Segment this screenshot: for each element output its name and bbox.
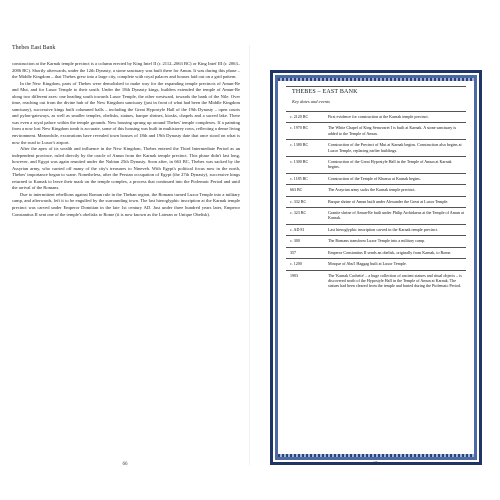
timeline-date: c. 300 (290, 238, 300, 244)
running-head: Thebes East Bank (12, 45, 56, 51)
paragraph-3: After the apex of its wealth and influence in the New Kingdom, Thebes entered the Third Intermediate Period as an independent province, ruled directly by the oracle of Amun from the Karnak temple precinct. This phase didn't last long, however, and Egypt was again reunited under the Nubian 25th Dynasty. Soon after, in 663 BC, Thebes was sacked by the Assyrian army, who carried off many of the city's treasures to Nineveh. With Egypt's political focus now in the north, Thebes' importance began to wane. Nonetheless, after the Persian occupation of Egypt (the 27th Dynasty), successive kings returned to Karnak to leave their mark on the temple complex, a process that continued into the Ptolemaic Period and until the arrival of the Romans. (12, 146, 240, 191)
timeline-date: c. 1300 BC (290, 159, 309, 165)
panel-content (282, 83, 470, 452)
timeline-event: The Assyrian army sacks the Karnak temple precinct. (328, 187, 416, 193)
timeline-date: c. 332 BC (290, 198, 307, 204)
timeline-event: Granite shrine of Amun-Re built under Philip Arrhidaeus at the Temple of Amun at Karnak. (328, 210, 464, 221)
timeline-event: Mosque of Abu'l Haggag built at Luxor Temple. (328, 261, 407, 267)
timeline-row (286, 247, 466, 258)
timeline-date: c. 1380 BC (290, 142, 309, 148)
timeline-event: Emperor Constantius II sends an obelisk, originally from Karnak, to Rome. (328, 249, 452, 255)
timeline-date: c. 1200 (290, 261, 302, 267)
right-page (250, 45, 500, 475)
timeline-date: c. AD 81 (290, 226, 305, 232)
timeline-date: c. 323 BC (290, 210, 307, 216)
timeline-event: The Romans transform Luxor Temple into a military camp. (328, 238, 426, 244)
timeline-row (286, 122, 466, 139)
timeline-row (286, 224, 466, 235)
timeline-table (286, 111, 466, 292)
timeline-event: The White Chapel of King Senwosret I is built at Karnak. A stone sanctuary is added to the Temple of Amun. (328, 125, 457, 136)
timeline-event: Construction of the Precinct of Mut at Karnak begins. Construction also begins at Luxor Temple, replacing earlier buildings. (328, 142, 462, 153)
timeline-event: Construction of the Temple of Khonsu at Karnak begins. (328, 175, 421, 181)
panel-subtitle: Key dates and events (292, 99, 330, 104)
decorative-border (275, 75, 477, 460)
page-number-right: 67 (372, 462, 378, 467)
timeline-event: Last hieroglyphic inscription carved in the Karnak temple precinct. (328, 226, 438, 232)
timeline-event: The 'Karnak Cachette' – a huge collection of ancient statues and ritual objects – is discovered north of the Hypostyle Hall in the Temple of Amun at Karnak. The statues had been cleared from the temple and buried during the Ptolemaic Period. (328, 272, 462, 289)
timeline-date: c. 2120 BC (290, 114, 309, 119)
page-number-left: 66 (122, 462, 128, 467)
timeline-row (286, 173, 466, 184)
panel-top-rule (286, 86, 466, 87)
timeline-event: Barque shrine of Amun built under Alexander the Great at Luxor Temple. (328, 198, 449, 204)
timeline-row (286, 184, 466, 195)
timeline-date: c. 1970 BC (290, 125, 309, 131)
timeline-date: 1903 (290, 272, 298, 278)
timeline-event: Construction of the Great Hypostyle Hall in the Temple of Amun at Karnak begins. (328, 159, 452, 170)
timeline-row (286, 258, 466, 269)
timeline-row (286, 196, 466, 207)
timeline-event: First evidence for construction at the Karnak temple precinct. (328, 114, 429, 119)
timeline-row (286, 139, 466, 156)
timeline-date: 663 BC (290, 187, 303, 193)
timeline-row (286, 156, 466, 173)
body-text (12, 61, 240, 218)
timeline-row (286, 235, 466, 246)
panel-title: THEBES – EAST BANK (292, 89, 358, 95)
paragraph-2: In the New Kingdom, parts of Thebes were demolished to make way for the expanding temple precincts of Amun-Re and Mut, and for Luxor Temple to their south. Under the 18th Dynasty kings, builders extended the temple of Amun-Re along two different axes: one heading south towards Luxor Temple, the other westward, towards the bank of the Nile. Over time, reaching out from the divine hub of the New Kingdom sanctuary (just in front of what had been the Middle Kingdom sanctuary), successive kings built columned halls – including the Great Hypostyle Hall of the 19th Dynasty – open courts and pylon-gateways, as well as smaller temples, obelisks, statues, barque shrines, kiosks, chapels and a sacred lake. There was even a royal palace within the temple grounds. New housing sprung up around Thebes' temple complexes. If a painting from a now lost New Kingdom tomb is accurate, some of this housing was built in multistorey rows, reflecting a dense living environment. Meanwhile, excavations have revealed town houses of 18th and 19th Dynasty date that once stood on what is now the road to Luxor's airport. (12, 80, 240, 145)
timeline-panel (270, 70, 482, 465)
timeline-date: c. 1185 BC (290, 175, 308, 181)
timeline-row (286, 207, 466, 224)
timeline-row (286, 111, 466, 122)
paragraph-1: construction at the Karnak temple precinct is a column erected by King Intef II (r. 2112–2063 BC) or King Intef III (r. 2063–2086 BC). Shortly afterwards, under the 12th Dynasty, a stone sanctuary was built there for Amun. It was during this phase – the Middle Kingdom – that Thebes grew into a large city, complete with royal palaces and houses laid out on a grid pattern. (12, 61, 240, 80)
left-page (0, 45, 250, 475)
timeline-row (286, 270, 466, 292)
paragraph-4: Due to intermittent rebellions against Roman rule in the Theban region, the Romans turned Luxor Temple into a military camp, and afterwards, left it to be engulfed by the surrounding town. The last hieroglyphic inscription at the Karnak temple precinct was carved under Emperor Domitian in the late 1st century AD. Just under three hundred years later, Emperor Constantius II sent one of the temple's obelisks to Rome (it is now known as the Lateran or Unique Obelisk). (12, 191, 240, 217)
timeline-date: 357 (290, 249, 296, 255)
